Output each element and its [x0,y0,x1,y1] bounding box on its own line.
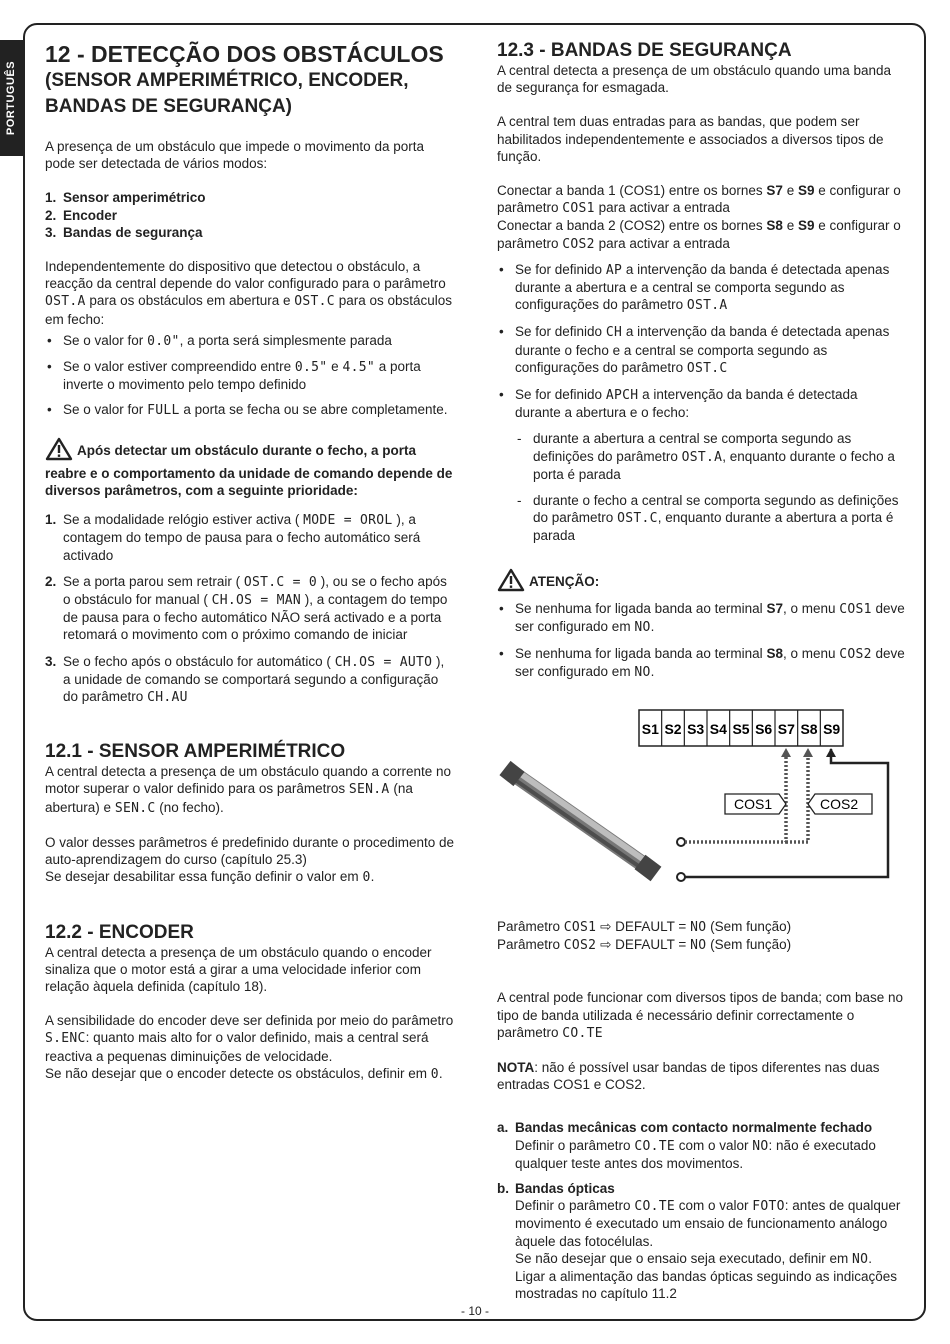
section-12-2-title: 12.2 - ENCODER [45,921,194,943]
terminal-label-s6: S6 [755,721,773,737]
list-item: 1. Sensor amperimétrico [45,190,206,206]
paragraph: A central detecta a presença de um obstáculo quando uma banda de segurança for esmagada. [497,63,892,96]
band-terminal [677,838,685,846]
note: NOTA: não é possível usar bandas de tipos diferentes nas duas entradas COS1 e COS2. [497,1060,880,1093]
attention-heading: ATENÇÃO: [497,568,907,596]
terminal-label-s7: S7 [777,721,795,737]
priority-list [45,511,455,706]
list-item: 3. Se o fecho após o obstáculo for automático ( CH.OS = AUTO ), a unidade de comando se comportará segundo a configuração do parâmetro CH.AU [45,653,445,706]
warning-block: Após detectar um obstáculo durante o fecho, a porta reabre e o comportamento da unidade de comando depende de diversos parâmetros, com a seguinte prioridade: [45,437,455,500]
list-item: a. Bandas mecânicas com contacto normalmente fechado Definir o parâmetro CO.TE com o valor NO: não é executado qualquer teste antes dos movimentos. [497,1120,876,1171]
attention-list [497,600,907,682]
reaction-paragraph: Independentemente do dispositivo que detectou o obstáculo, a reacção da central depende do valor configurado para o parâmetro OST.A para os obstáculos em abertura e OST.C para os obstáculos em fecho: [45,259,453,327]
terminal-block [639,710,843,746]
left-column [45,40,455,1100]
terminal-label-s3: S3 [687,721,705,737]
list-item: 3. Bandas de segurança [45,224,203,240]
list-item: 1. Se a modalidade relógio estiver activa ( MODE = OROL ), a contagem do tempo de pausa para o fecho automático será activado [45,512,421,563]
paragraph: A sensibilidade do encoder deve ser definida por meio do parâmetro S.ENC: quanto mais alto for o valor definido, mais a central será reactiva a pequenas diminuições de velocidade. [45,1013,454,1064]
section-12-1-title: 12.1 - SENSOR AMPERIMÉTRICO [45,741,346,763]
paragraph: Conectar a banda 2 (COS2) entre os bornes S8 e S9 e configurar o parâmetro COS2 para activar a entrada [497,218,901,252]
band-types-list [497,1119,907,1302]
apch-behavior-list [515,430,907,544]
terminal-label-s2: S2 [664,721,682,737]
intro-paragraph: A presença de um obstáculo que impede o movimento da porta pode ser detectada de vários modos: [45,139,424,172]
terminal-label-s4: S4 [709,721,727,737]
list-item: b. Bandas ópticas Definir o parâmetro CO.TE com o valor FOTO: antes de qualquer movimento é executado um ensaio de funcionamento análogo àquele das fotocélulas. Se não desejar que o ensaio seja executado, definir em NO. Ligar a alimentação das bandas ópticas seguindo as indicações mostradas no capítulo 11.2 [497,1181,901,1302]
list-item: • Se nenhuma for ligada banda ao terminal S7, o menu COS1 deve ser configurado em NO. [497,600,907,636]
list-item: • Se for definido CH a intervenção da banda é detectada apenas durante o fecho e a central se comporta segundo as configurações do parâmetro OST.C [497,323,907,377]
svg-text:COS2: COS2 [820,796,859,812]
list-item: - durante a abertura a central se comporta segundo as definições do parâmetro OST.A, enquanto durante o fecho a porta é parada [515,430,907,483]
paragraph: Se desejar desabilitar essa função definir o valor em 0. [45,869,375,886]
list-item: • Se nenhuma for ligada banda ao terminal S8, o menu COS2 deve ser configurado em NO. [497,645,907,681]
terminal-label-s8: S8 [800,721,818,737]
band-terminal [677,873,685,881]
terminal-label-s1: S1 [641,721,659,737]
list-item: - durante o fecho a central se comporta segundo as definições do parâmetro OST.C, enquanto durante a abertura a porta é parada [515,492,907,545]
safety-band-wiring-diagram [497,707,897,892]
right-column [497,40,907,699]
arrow-right-icon: ⇨ [600,919,612,934]
cos2-wire [786,753,808,842]
paragraph: O valor desses parâmetros é predefinido durante o procedimento de auto-aprendizagem do curso (capítulo 25.3) [45,834,454,868]
list-item: • Se for definido AP a intervenção da banda é detectada apenas durante a abertura e a central se comporta segundo as configurações do parâmetro OST.A [497,261,907,315]
section-12-title: 12 - DETECÇÃO DOS OBSTÁCULOS (SENSOR AMPERIMÉTRICO, ENCODER, BANDAS DE SEGURANÇA) [45,41,444,117]
paragraph: A central pode funcionar com diversos tipos de banda; com base no tipo de banda utilizada é necessário definir correctamente o parâmetro CO.TE [497,990,903,1041]
page-number: - 10 - [460,1304,489,1318]
paragraph: A central detecta a presença de um obstáculo quando o encoder sinaliza que o motor está a girar a uma velocidade inferior com relação àquela definida (capítulo 18). [45,944,432,994]
detection-modes-list [45,189,455,241]
section-12-3-title: 12.3 - BANDAS DE SEGURANÇA [497,40,792,61]
cos1-default: Parâmetro COS1 ⇨ DEFAULT = NO (Sem função) [497,919,792,935]
svg-text:COS1: COS1 [734,796,773,812]
paragraph: Conectar a banda 1 (COS1) entre os bornes S7 e S9 e configurar o parâmetro COS1 para activar a entrada [497,183,901,217]
warning-icon [497,568,525,596]
cos1-label [725,794,786,814]
list-item: • Se for definido APCH a intervenção da banda é detectada durante a abertura e o fecho: [497,386,907,421]
terminal-label-s5: S5 [732,721,750,737]
paragraph: Se não desejar que o encoder detecte os obstáculos, definir em 0. [45,1065,443,1082]
paragraph: A central detecta a presença de um obstáculo quando a corrente no motor superar o valor definido para os parâmetros SEN.A (na abertura) e SEN.C (no fecho). [45,764,452,816]
cos2-default: Parâmetro COS2 ⇨ DEFAULT = NO (Sem função) [497,937,792,954]
paragraph: A central tem duas entradas para as bandas, que podem ser habilitados independentemente e associados a diversos tipos de função. [497,114,884,164]
list-item: • Se o valor estiver compreendido entre 0.5" e 4.5" a porta inverte o movimento pelo tempo definido [45,358,455,393]
warning-icon [45,437,73,465]
list-item: 2. Encoder [45,207,118,223]
cos2-label [808,794,872,814]
language-tab: PORTUGUÊS [0,40,23,156]
reaction-list [45,332,455,420]
arrow-right-icon: ⇨ [600,937,612,953]
safety-band-illustration [505,767,656,874]
list-item: • Se o valor for FULL a porta se fecha ou se abre completamente. [45,401,455,419]
terminal-label-s9: S9 [823,721,841,737]
list-item: • Se o valor for 0.0", a porta será simplesmente parada [45,332,455,350]
right-column-lower [497,918,907,1310]
list-item: 2. Se a porta parou sem retrair ( OST.C = 0 ), ou se o fecho após o obstáculo for manual ( CH.OS = MAN ), a contagem do tempo de pausa para o fecho automático NÃO será activado e a porta retomará o movimento com o próximo comando de iniciar [45,573,448,643]
band-mode-list [497,261,907,422]
